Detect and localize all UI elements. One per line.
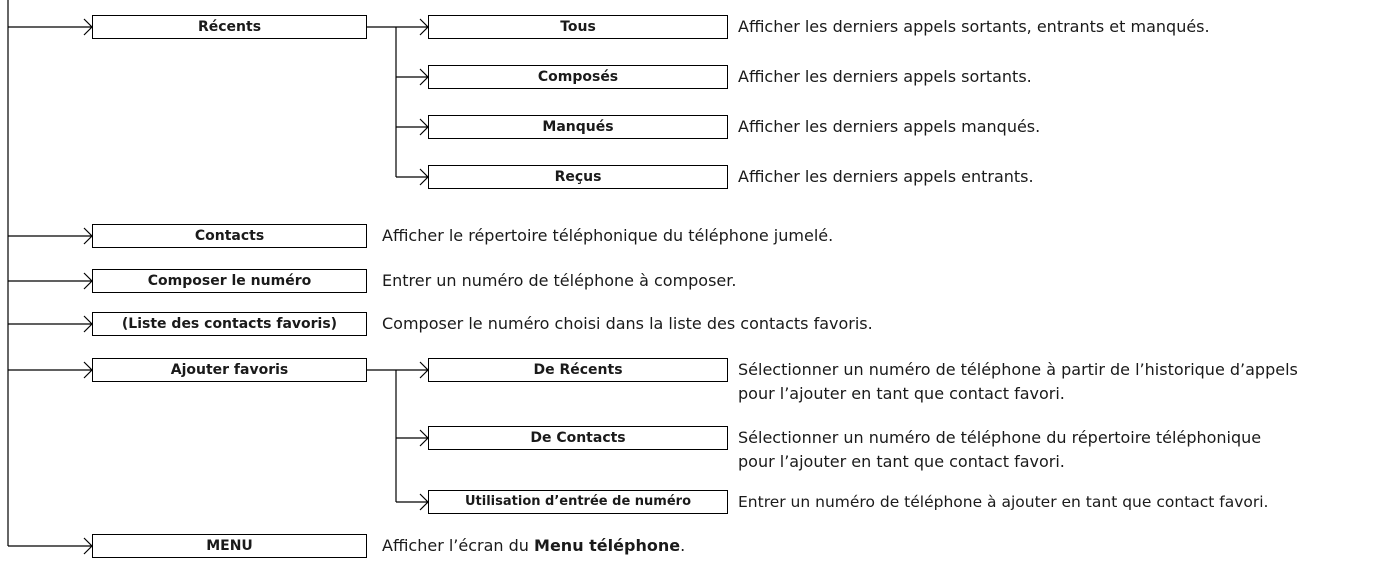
box-menu[interactable]: MENU (92, 534, 367, 558)
arrow-recus (396, 169, 428, 185)
desc-liste-contacts-favoris: Composer le numéro choisi dans la liste des contacts favoris. (382, 314, 873, 333)
desc-menu-bold: Menu téléphone (534, 536, 681, 555)
arrow-tous (396, 19, 428, 35)
arrow-recents (8, 19, 92, 35)
box-de-contacts[interactable]: De Contacts (428, 426, 728, 450)
arrow-manques (396, 119, 428, 135)
box-recus[interactable]: Reçus (428, 165, 728, 189)
box-contacts[interactable]: Contacts (92, 224, 367, 248)
box-composes[interactable]: Composés (428, 65, 728, 89)
desc-de-contacts-line2: pour l’ajouter en tant que contact favori. (738, 452, 1065, 471)
desc-contacts: Afficher le répertoire téléphonique du téléphone jumelé. (382, 226, 834, 245)
branch-ajouter (367, 370, 396, 502)
desc-de-recents-line1: Sélectionner un numéro de téléphone à partir de l’historique d’appels (738, 360, 1298, 379)
desc-de-contacts-line1: Sélectionner un numéro de téléphone du répertoire téléphonique (738, 428, 1262, 447)
box-manques[interactable]: Manqués (428, 115, 728, 139)
desc-recus: Afficher les derniers appels entrants. (738, 167, 1034, 186)
branch-recents (367, 27, 396, 177)
box-tous[interactable]: Tous (428, 15, 728, 39)
desc-utilisation-entree-numero: Entrer un numéro de téléphone à ajouter en tant que contact favori. (738, 493, 1269, 511)
box-utilisation-entree-numero[interactable]: Utilisation d’entrée de numéro (428, 490, 728, 514)
arrow-utilisation (396, 494, 428, 510)
box-liste-contacts-favoris[interactable]: (Liste des contacts favoris) (92, 312, 367, 336)
desc-menu-prefix: Afficher l’écran du (382, 536, 535, 555)
arrow-composes (396, 69, 428, 85)
arrow-contacts (8, 228, 92, 244)
box-composer-numero[interactable]: Composer le numéro (92, 269, 367, 293)
box-ajouter-favoris[interactable]: Ajouter favoris (92, 358, 367, 382)
desc-manques: Afficher les derniers appels manqués. (738, 117, 1041, 136)
arrow-de-recents (396, 362, 428, 378)
desc-composes: Afficher les derniers appels sortants. (738, 67, 1032, 86)
desc-de-recents-line2: pour l’ajouter en tant que contact favori. (738, 384, 1065, 403)
arrow-composer (8, 273, 92, 289)
desc-menu (382, 534, 685, 558)
desc-composer-numero: Entrer un numéro de téléphone à composer. (382, 271, 737, 290)
desc-menu-suffix: . (680, 536, 686, 555)
arrow-favoris-liste (8, 316, 92, 332)
box-recents[interactable]: Récents (92, 15, 367, 39)
arrow-ajouter-favoris (8, 362, 92, 378)
arrow-de-contacts (396, 430, 428, 446)
box-de-recents[interactable]: De Récents (428, 358, 728, 382)
desc-tous: Afficher les derniers appels sortants, entrants et manqués. (738, 17, 1210, 36)
arrow-menu (8, 538, 92, 554)
